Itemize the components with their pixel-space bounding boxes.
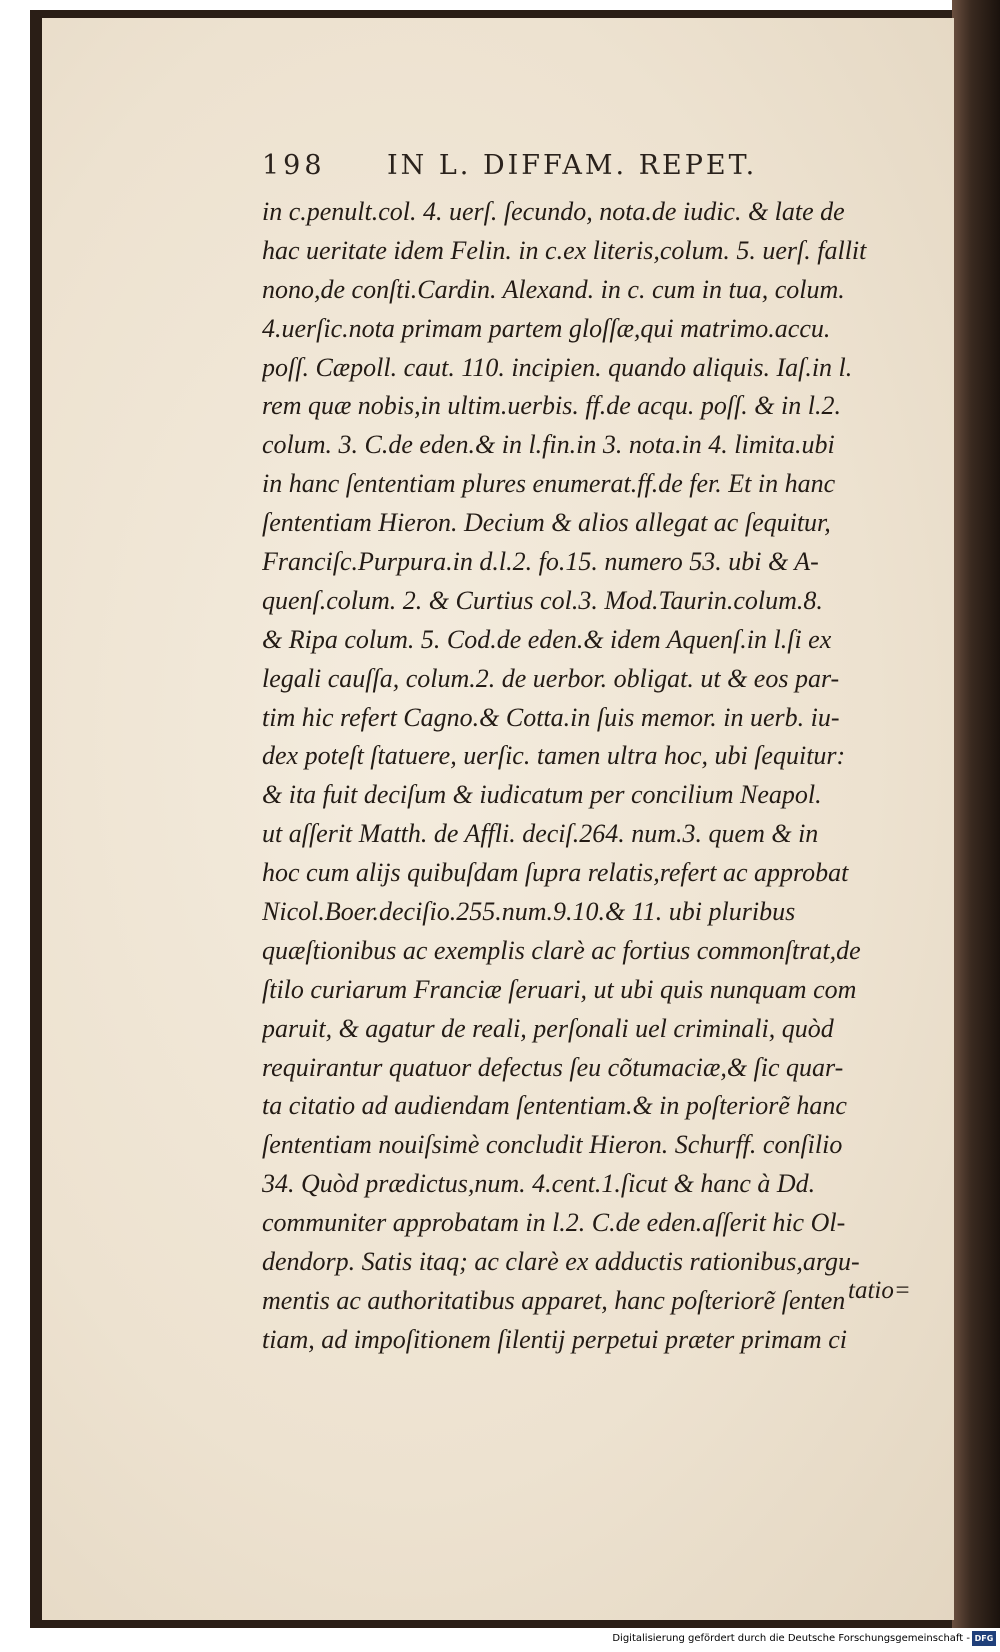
- text-line: tiam, ad impoſitionem ſilentij perpetui præter primam ci: [262, 1324, 847, 1354]
- text-line: mentis ac authoritatibus apparet, hanc poſteriorẽ ſenten: [262, 1285, 846, 1315]
- catchword: tatio=: [848, 1277, 911, 1304]
- text-line: communiter approbatam in l.2. C.de eden.aſſerit hic Ol-: [262, 1208, 846, 1238]
- text-line: paruit, & agatur de reali, perſonali uel criminali, quòd: [262, 1013, 834, 1043]
- text-line: rem quæ nobis,in ultim.uerbis. ff.de acqu. poſſ. & in l.2.: [262, 391, 841, 421]
- text-line: quenſ.colum. 2. & Curtius col.3. Mod.Taurin.colum.8.: [262, 585, 823, 615]
- text-line: ſententiam nouiſsimè concludit Hieron. Schurff. conſilio: [262, 1130, 843, 1160]
- page-number: 198: [262, 150, 326, 181]
- text-line: hac ueritate idem Felin. in c.ex literis,colum. 5. uerſ. fallit: [262, 235, 867, 265]
- text-line: 34. Quòd prædictus,num. 4.cent.1.ſicut & hanc à Dd.: [262, 1169, 816, 1199]
- text-line: in c.penult.col. 4. uerſ. ſecundo, nota.de iudic. & late de: [262, 197, 845, 226]
- text-line: ta citatio ad audiendam ſententiam.& in poſteriorẽ hanc: [262, 1091, 847, 1121]
- text-line: poſſ. Cæpoll. caut. 110. incipien. quando aliquis. Iaſ.in l.: [262, 352, 853, 382]
- text-line: ſtilo curiarum Franciæ ſeruari, ut ubi quis nunquam com: [262, 974, 857, 1004]
- text-line: colum. 3. C.de eden.& in l.fin.in 3. nota.in 4. limita.ubi: [262, 430, 835, 460]
- running-head-title: IN L. DIFFAM. REPET.: [387, 150, 758, 181]
- text-line: requirantur quatuor defectus ſeu cõtumaciæ,& ſic quar-: [262, 1052, 844, 1082]
- text-line: ſententiam Hieron. Decium & alios allegat ac ſequitur,: [262, 508, 831, 538]
- text-line: Nicol.Boer.deciſio.255.num.9.10.& 11. ubi pluribus: [262, 897, 796, 927]
- text-line: in hanc ſententiam plures enumerat.ff.de fer. Et in hanc: [262, 469, 836, 499]
- text-line: dendorp. Satis itaq; ac clarè ex adductis rationibus,argu-: [262, 1247, 860, 1277]
- body-text: [262, 193, 934, 1360]
- dfg-logo-icon[interactable]: DFG: [972, 1631, 996, 1646]
- text-line: 4.uerſic.nota primam partem gloſſæ,qui matrimo.accu.: [262, 313, 831, 343]
- digitization-footer: [0, 1628, 1000, 1652]
- book-binding-edge: [952, 0, 1000, 1628]
- text-line: ut aſſerit Matth. de Affli. deciſ.264. num.3. quem & in: [262, 819, 819, 849]
- text-line: tim hic refert Cagno.& Cotta.in ſuis memor. in uerb. iu-: [262, 702, 840, 732]
- funding-credit: Digitalisierung gefördert durch die Deutsche Forschungsgemeinschaft -: [612, 1633, 970, 1644]
- running-head: [262, 150, 862, 194]
- text-line: & ita fuit deciſum & iudicatum per concilium Neapol.: [262, 780, 822, 810]
- text-line: quæſtionibus ac exemplis clarè ac fortius commonſtrat,de: [262, 935, 861, 965]
- text-line: Franciſc.Purpura.in d.l.2. fo.15. numero 53. ubi & A-: [262, 547, 819, 577]
- text-line: nono,de conſti.Cardin. Alexand. in c. cum in tua, colum.: [262, 274, 845, 304]
- text-line: legali cauſſa, colum.2. de uerbor. obligat. ut & eos par-: [262, 663, 840, 693]
- text-line: hoc cum alijs quibuſdam ſupra relatis,refert ac approbat: [262, 858, 849, 888]
- text-line: & Ripa colum. 5. Cod.de eden.& idem Aquenſ.in l.ſi ex: [262, 624, 832, 654]
- text-line: dex poteſt ſtatuere, uerſic. tamen ultra hoc, ubi ſequitur:: [262, 741, 846, 771]
